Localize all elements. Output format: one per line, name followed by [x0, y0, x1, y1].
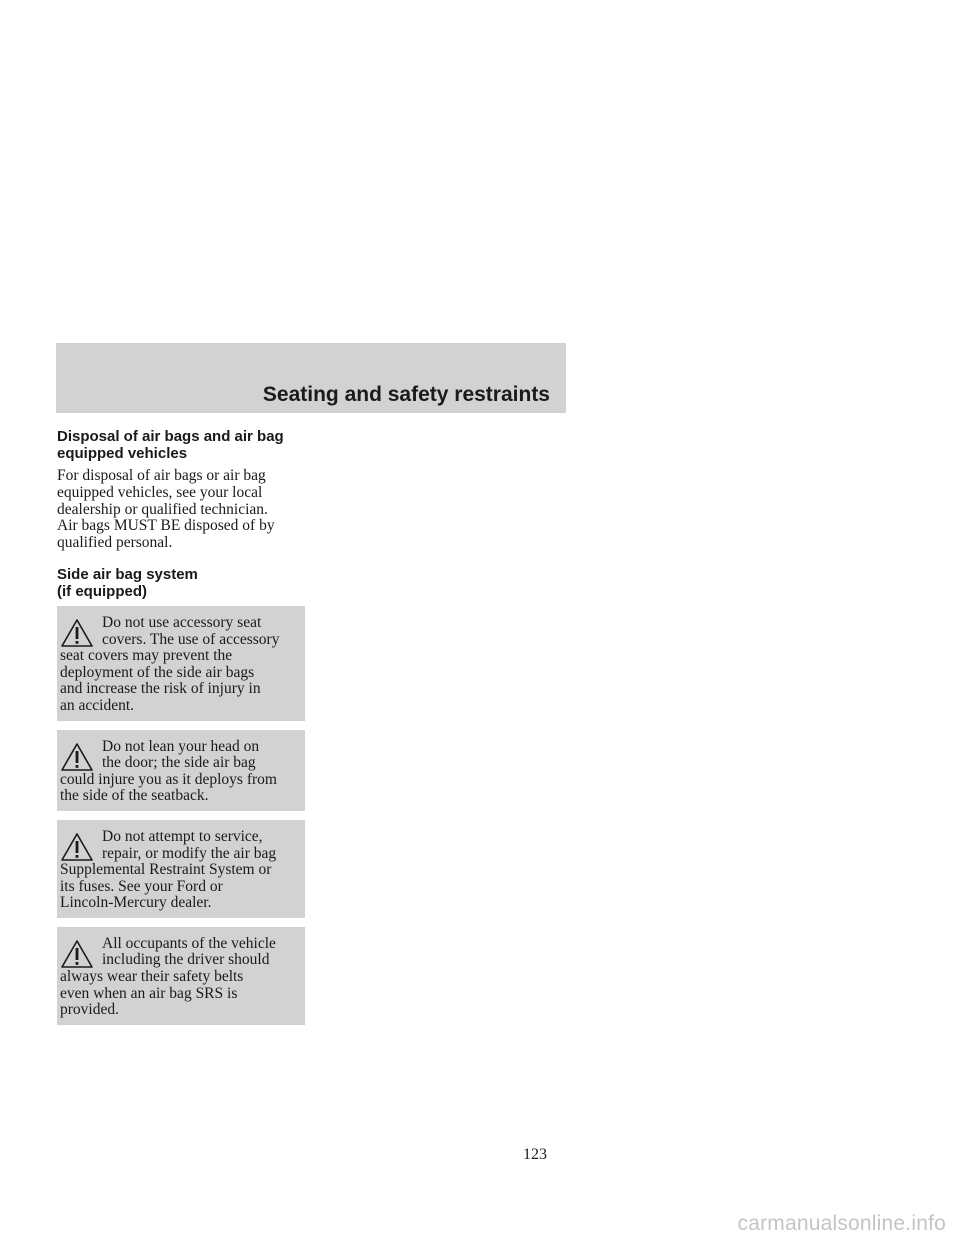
warning-box	[57, 606, 305, 721]
warning-triangle-icon	[60, 939, 94, 969]
warning-body-text: always wear their safety belts even when an air bag SRS is provided.	[60, 968, 244, 1019]
warning-body-text: Supplemental Restraint System or its fuses. See your Ford or Lincoln-Mercury dealer.	[60, 861, 272, 912]
content-column	[57, 428, 307, 1034]
warning-lead-text: All occupants of the vehicle including the driver should	[102, 934, 276, 969]
watermark-link[interactable]: carmanualsonline.info	[737, 1212, 946, 1235]
warning-box	[57, 730, 305, 811]
warning-box	[57, 927, 305, 1025]
warning-box	[57, 820, 305, 918]
page-number: 123	[523, 1146, 547, 1163]
warning-lead-text: Do not attempt to service, repair, or modify the air bag	[102, 827, 277, 862]
section-title: Seating and safety restraints	[262, 383, 550, 406]
warning-triangle-icon	[60, 832, 94, 862]
disposal-heading: Disposal of air bags and air bag equipped vehicles	[57, 428, 284, 462]
section-header-band	[56, 343, 566, 413]
warning-body-text: seat covers may prevent the deployment of the side air bags and increase the risk of injury in an accident.	[60, 647, 261, 714]
side-airbag-heading: Side air bag system (if equipped)	[57, 565, 198, 600]
warning-triangle-icon	[60, 742, 94, 772]
warning-lead-text: Do not use accessory seat covers. The use of accessory	[102, 613, 280, 648]
warning-triangle-icon	[60, 618, 94, 648]
disposal-body: For disposal of air bags or air bag equipped vehicles, see your local dealership or qualified technician. Air bags MUST BE disposed of by qualified personal.	[57, 467, 275, 552]
warning-lead-text: Do not lean your head on the door; the side air bag	[102, 737, 260, 772]
warning-body-text: could injure you as it deploys from the side of the seatback.	[60, 770, 277, 805]
